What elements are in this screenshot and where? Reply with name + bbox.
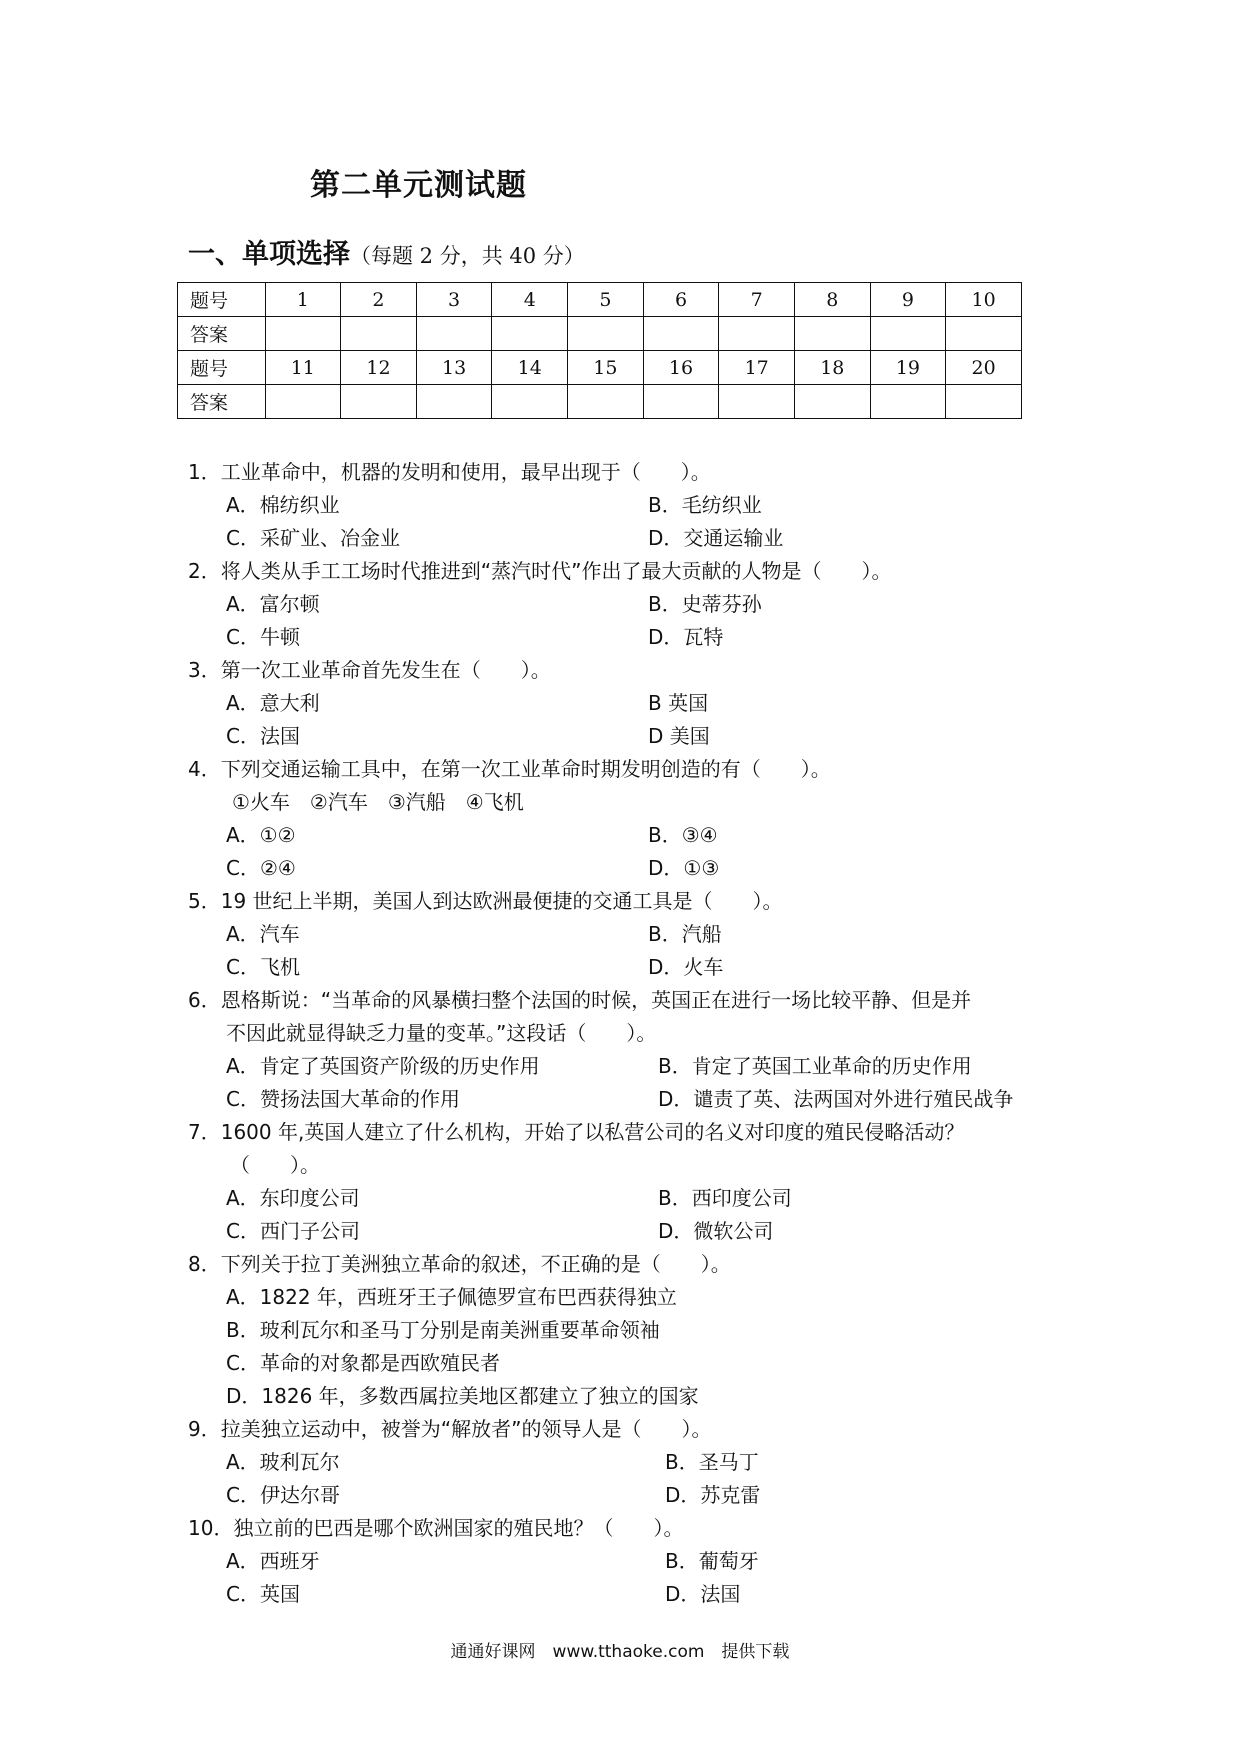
grid-row-numbers-2 [178, 351, 1022, 385]
option[interactable]: D．①③ [648, 856, 720, 880]
option[interactable]: B．葡萄牙 [665, 1549, 759, 1573]
answer-cell[interactable] [946, 317, 1022, 351]
option[interactable]: C．飞机 [226, 955, 300, 979]
grid-number: 1 [265, 283, 341, 317]
grid-number: 11 [265, 351, 341, 385]
question-stem: 1．工业革命中，机器的发明和使用，最早出现于（ ）。 [188, 460, 711, 484]
option[interactable]: A．西班牙 [226, 1549, 320, 1573]
grid-number: 20 [946, 351, 1022, 385]
option[interactable]: D．苏克雷 [665, 1483, 761, 1507]
answer-grid [177, 282, 1022, 419]
answer-cell[interactable] [794, 385, 870, 419]
answer-cell[interactable] [870, 317, 946, 351]
option[interactable]: A．意大利 [226, 691, 320, 715]
option[interactable]: C．革命的对象都是西欧殖民者 [226, 1351, 500, 1375]
option[interactable]: B．③④ [648, 823, 718, 847]
answer-cell[interactable] [265, 317, 341, 351]
option[interactable]: A．肯定了英国资产阶级的历史作用 [226, 1054, 540, 1078]
option[interactable]: A．棉纺织业 [226, 493, 340, 517]
option[interactable]: B．肯定了英国工业革命的历史作用 [658, 1054, 972, 1078]
grid-number: 8 [794, 283, 870, 317]
grid-number: 3 [416, 283, 492, 317]
page-footer: 通通好课网 www.tthaoke.com 提供下载 [450, 1642, 790, 1662]
row-label: 题号 [178, 351, 266, 385]
answer-cell[interactable] [416, 385, 492, 419]
option[interactable]: A．富尔顿 [226, 592, 320, 616]
option[interactable]: C．牛顿 [226, 625, 300, 649]
option[interactable]: A．东印度公司 [226, 1186, 360, 1210]
option[interactable]: B．圣马丁 [665, 1450, 759, 1474]
row-label: 题号 [178, 283, 266, 317]
question-stem-continued: 不因此就显得缺乏力量的变革。”这段话（ ）。 [226, 1021, 657, 1045]
grid-number: 13 [416, 351, 492, 385]
section-title: 一、单项选择 [188, 239, 350, 270]
option[interactable]: C．采矿业、冶金业 [226, 526, 400, 550]
grid-number: 10 [946, 283, 1022, 317]
option[interactable]: B．史蒂芬孙 [648, 592, 762, 616]
answer-cell[interactable] [719, 385, 795, 419]
grid-number: 17 [719, 351, 795, 385]
grid-row-answers-1 [178, 317, 1022, 351]
grid-number: 7 [719, 283, 795, 317]
option[interactable]: D．交通运输业 [648, 526, 784, 550]
question-stem-continued: （ ）。 [230, 1153, 320, 1177]
answer-cell[interactable] [643, 317, 719, 351]
answer-cell[interactable] [568, 317, 644, 351]
option[interactable]: B．毛纺织业 [648, 493, 762, 517]
answer-cell[interactable] [341, 317, 417, 351]
answer-cell[interactable] [265, 385, 341, 419]
grid-row-numbers-1 [178, 283, 1022, 317]
grid-number: 2 [341, 283, 417, 317]
grid-number: 6 [643, 283, 719, 317]
question-stem: 4．下列交通运输工具中，在第一次工业革命时期发明创造的有（ ）。 [188, 757, 831, 781]
option[interactable]: D 美国 [648, 724, 710, 748]
grid-number: 9 [870, 283, 946, 317]
answer-cell[interactable] [416, 317, 492, 351]
option[interactable]: C．②④ [226, 856, 296, 880]
option[interactable]: A．汽车 [226, 922, 300, 946]
option[interactable]: B．汽船 [648, 922, 722, 946]
row-label: 答案 [178, 317, 266, 351]
row-label: 答案 [178, 385, 266, 419]
question-stem: 7．1600 年,英国人建立了什么机构，开始了以私营公司的名义对印度的殖民侵略活动？ [188, 1120, 965, 1144]
option[interactable]: D．法国 [665, 1582, 741, 1606]
option[interactable]: C．英国 [226, 1582, 300, 1606]
option[interactable]: C．西门子公司 [226, 1219, 360, 1243]
question-stem: 9．拉美独立运动中，被誉为“解放者”的领导人是（ ）。 [188, 1417, 712, 1441]
answer-cell[interactable] [946, 385, 1022, 419]
option[interactable]: C．赞扬法国大革命的作用 [226, 1087, 460, 1111]
option[interactable]: D．微软公司 [658, 1219, 774, 1243]
option[interactable]: D．火车 [648, 955, 724, 979]
grid-number: 14 [492, 351, 568, 385]
question-choices-list: ①火车 ②汽车 ③汽船 ④飞机 [232, 790, 524, 814]
option[interactable]: A．玻利瓦尔 [226, 1450, 340, 1474]
option[interactable]: D．瓦特 [648, 625, 724, 649]
grid-number: 16 [643, 351, 719, 385]
grid-number: 5 [568, 283, 644, 317]
answer-cell[interactable] [568, 385, 644, 419]
option[interactable]: B 英国 [648, 691, 709, 715]
section-heading [188, 232, 585, 271]
question-stem: 2．将人类从手工工场时代推进到“蒸汽时代”作出了最大贡献的人物是（ ）。 [188, 559, 892, 583]
section-note: （每题 2 分，共 40 分） [350, 244, 585, 268]
answer-cell[interactable] [492, 385, 568, 419]
option[interactable]: D．1826 年，多数西属拉美地区都建立了独立的国家 [226, 1384, 699, 1408]
option[interactable]: B．西印度公司 [658, 1186, 792, 1210]
grid-row-answers-2 [178, 385, 1022, 419]
grid-number: 12 [341, 351, 417, 385]
grid-number: 15 [568, 351, 644, 385]
answer-cell[interactable] [492, 317, 568, 351]
option[interactable]: B．玻利瓦尔和圣马丁分别是南美洲重要革命领袖 [226, 1318, 660, 1342]
answer-cell[interactable] [341, 385, 417, 419]
answer-cell[interactable] [719, 317, 795, 351]
page-title: 第二单元测试题 [310, 168, 527, 203]
answer-cell[interactable] [643, 385, 719, 419]
option[interactable]: C．伊达尔哥 [226, 1483, 340, 1507]
question-stem: 5．19 世纪上半期，美国人到达欧洲最便捷的交通工具是（ ）。 [188, 889, 783, 913]
option[interactable]: C．法国 [226, 724, 300, 748]
question-stem: 10．独立前的巴西是哪个欧洲国家的殖民地？（ ）。 [188, 1516, 684, 1540]
grid-number: 4 [492, 283, 568, 317]
answer-cell[interactable] [794, 317, 870, 351]
answer-cell[interactable] [870, 385, 946, 419]
option[interactable]: A．1822 年，西班牙王子佩德罗宣布巴西获得独立 [226, 1285, 677, 1309]
question-stem: 3．第一次工业革命首先发生在（ ）。 [188, 658, 551, 682]
option[interactable]: A．①② [226, 823, 296, 847]
question-stem: 8．下列关于拉丁美洲独立革命的叙述，不正确的是（ ）。 [188, 1252, 731, 1276]
option[interactable]: D．谴责了英、法两国对外进行殖民战争 [658, 1087, 1014, 1111]
grid-number: 18 [794, 351, 870, 385]
grid-number: 19 [870, 351, 946, 385]
question-stem: 6．恩格斯说：“当革命的风暴横扫整个法国的时候，英国正在进行一场比较平静、但是并 [188, 988, 972, 1012]
